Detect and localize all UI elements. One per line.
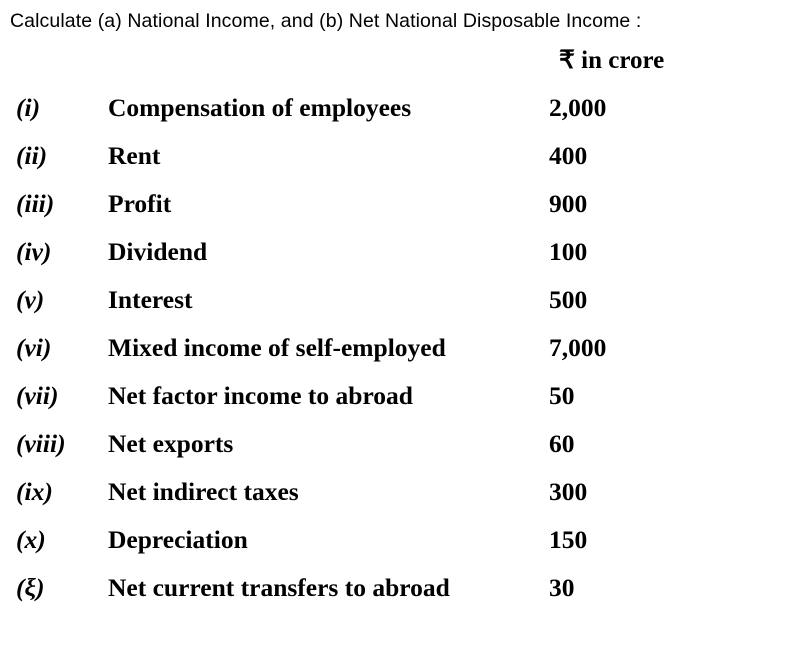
table-row: [16, 180, 749, 228]
table-row: [16, 84, 749, 132]
row-value: 50: [549, 381, 575, 410]
row-value: 500: [549, 285, 588, 314]
row-label: Interest: [108, 285, 193, 314]
row-label: Profit: [108, 189, 172, 218]
row-numeral: (vii): [16, 381, 59, 410]
row-label: Depreciation: [108, 525, 248, 554]
row-label: Dividend: [108, 237, 208, 266]
row-label: Net indirect taxes: [108, 477, 299, 506]
table-row: [16, 420, 749, 468]
row-label: Net exports: [108, 429, 234, 458]
row-numeral: (v): [16, 285, 45, 314]
row-numeral: (ξ): [16, 573, 45, 602]
row-value: 900: [549, 189, 588, 218]
row-value: 7,000: [549, 333, 607, 362]
row-label: Net factor income to abroad: [108, 381, 413, 410]
row-label: Net current transfers to abroad: [108, 573, 450, 602]
row-numeral: (iii): [16, 189, 55, 218]
table-row: [16, 564, 749, 612]
table-row: [16, 516, 749, 564]
row-numeral: (i): [16, 93, 41, 122]
row-numeral: (ix): [16, 477, 53, 506]
row-numeral: (x): [16, 525, 46, 554]
row-numeral: (viii): [16, 429, 66, 458]
row-value: 150: [549, 525, 588, 554]
income-items-table: [16, 84, 749, 612]
table-row: [16, 372, 749, 420]
row-value: 300: [549, 477, 588, 506]
table-row: [16, 228, 749, 276]
table-row: [16, 468, 749, 516]
row-value: 100: [549, 237, 588, 266]
table-row: [16, 132, 749, 180]
row-label: Compensation of employees: [108, 93, 412, 122]
table-row: [16, 276, 749, 324]
table-row: [16, 324, 749, 372]
question-text: Calculate (a) National Income, and (b) Net National Disposable Income :: [10, 10, 642, 32]
row-numeral: (vi): [16, 333, 52, 362]
row-value: 60: [549, 429, 575, 458]
row-numeral: (iv): [16, 237, 52, 266]
row-value: 2,000: [549, 93, 607, 122]
row-value: 400: [549, 141, 588, 170]
currency-unit-header: ₹ in crore: [559, 47, 665, 74]
row-numeral: (ii): [16, 141, 48, 170]
row-value: 30: [549, 573, 575, 602]
row-label: Rent: [108, 141, 161, 170]
row-label: Mixed income of self-employed: [108, 333, 446, 362]
income-items-body: [16, 84, 749, 612]
